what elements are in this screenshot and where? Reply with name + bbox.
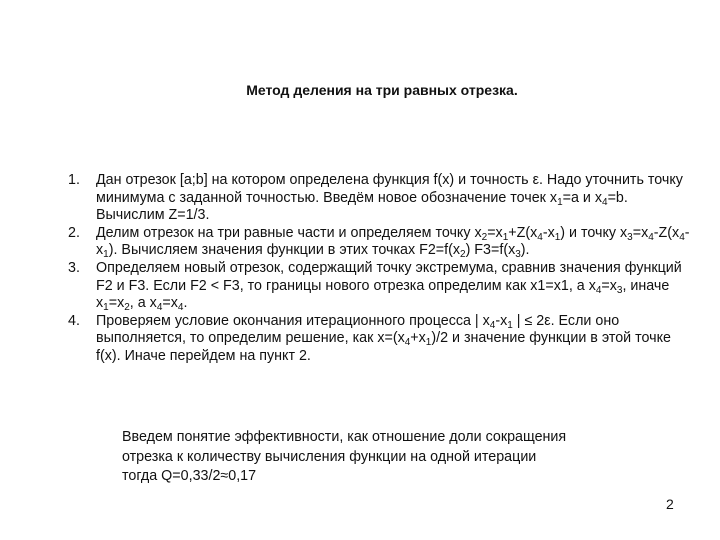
slide-title: Метод деления на три равных отрезка. (246, 82, 518, 98)
list-item (68, 313, 698, 366)
list-item-text: Дан отрезок [a;b] на котором определена функция f(x) и точность ε. Надо уточнить точку минимума с заданной точностью. Введём новое обозначение точек $x_1=a$ и $x_4=b$. Вычислим Z=1/3. (96, 172, 683, 224)
list-item-text: Делим отрезок на три равные части и определяем точку $x_2=x_1+Z(x_4-x_1)$ и точку $x_3=x_4-Z(x_4-x_1)$. Вычисляем значения функции в этих точках $F2=f(x_2)$ $F3=f(x_3)$. (96, 224, 690, 261)
list-item-number: 1. (68, 172, 80, 188)
list-item (68, 225, 698, 260)
list-item (68, 260, 698, 313)
note-line: Введем понятие эффективности, как отношение доли сокращения (122, 429, 567, 445)
note-line: тогда Q=0,33/2≈0,17 (122, 468, 257, 484)
page-number: 2 (666, 496, 674, 512)
list-item (68, 172, 698, 225)
steps-list (68, 172, 698, 366)
list-item-text: Определяем новый отрезок, содержащий точку экстремума, сравнив значения функций F2 и F3. Если F2 < F3, то границы нового отрезка определим как x1=x1, а $x_4=x_3$, иначе $x_1=x_2$, а $x_4=x_4$. (96, 259, 682, 314)
note-line: отрезка к количеству вычисления функции на одной итерации (122, 448, 537, 465)
efficiency-note (122, 428, 642, 487)
list-item-text: Проверяем условие окончания итерационного процесса | $x_4-x_1$ | ≤ 2ε. Если оно выполняется, то определим решение, как $x=(x_4+x_1)/2$ и значение функции в этой точке f(x). Иначе перейдем на пункт 2. (96, 312, 671, 364)
list-item-number: 4. (68, 312, 80, 329)
list-item-number: 2. (68, 224, 80, 241)
list-item-number: 3. (68, 259, 80, 276)
